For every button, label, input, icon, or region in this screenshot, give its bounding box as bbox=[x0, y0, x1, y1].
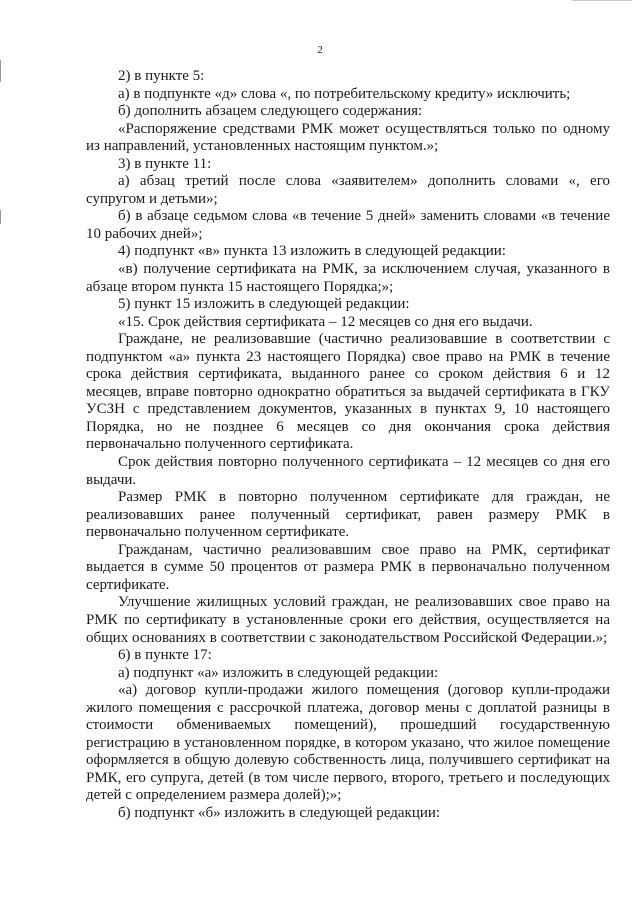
document-body bbox=[86, 68, 610, 823]
paragraph: б) в абзаце седьмом слова «в течение 5 дней» заменить словами «в течение 10 рабочих дней»; bbox=[86, 208, 610, 242]
paragraph: Граждане, не реализовавшие (частично реализовавшие в соответствии с подпунктом «а» пункта 23 настоящего Порядка) свое право на РМК в течение срока действия сертификата, выданного ранее со сроком действия 6 и 12 месяцев, вправе повторно однократно обратиться за выдачей сертификата в ГКУ УСЗН с представлением документов, указанных в пунктах 9, 10 настоящего Порядка, но не позднее 6 месяцев со дня окончания срока действия первоначально полученного сертификата. bbox=[86, 331, 610, 453]
paragraph: 4) подпункт «в» пункта 13 изложить в следующей редакции: bbox=[118, 243, 506, 260]
paragraph: 6) в пункте 17: bbox=[118, 647, 212, 664]
scan-edge-mark bbox=[572, 0, 632, 1]
paragraph: Улучшение жилищных условий граждан, не реализовавших свое право на РМК по сертификату в установленные сроки его действия, осуществляется на общих основаниях в соответствии с законодательством Российской Федерации.»; bbox=[86, 594, 610, 646]
scan-edge-mark bbox=[0, 60, 1, 82]
paragraph: «в) получение сертификата на РМК, за исключением случая, указанного в абзаце втором пункта 15 настоящего Порядка;»; bbox=[86, 261, 610, 295]
paragraph: 3) в пункте 11: bbox=[118, 155, 212, 172]
scan-edge-mark bbox=[0, 210, 1, 224]
paragraph: а) подпункт «а» изложить в следующей редакции: bbox=[118, 664, 439, 681]
page-number: 2 bbox=[317, 44, 323, 56]
paragraph: Срок действия повторно полученного сертификата – 12 месяцев со дня его выдачи. bbox=[86, 454, 610, 488]
paragraph: а) в подпункте «д» слова «, по потребительскому кредиту» исключить; bbox=[118, 85, 571, 102]
paragraph: б) дополнить абзацем следующего содержания: bbox=[118, 103, 423, 120]
paragraph: «Распоряжение средствами РМК может осуществляться только по одному из направлений, установленных настоящим пунктом.»; bbox=[86, 120, 610, 155]
paragraph: а) абзац третий после слова «заявителем» дополнить словами «, его супругом и детьми»; bbox=[86, 173, 610, 207]
paragraph: 5) пункт 15 изложить в следующей редакции: bbox=[118, 296, 410, 313]
paragraph: б) подпункт «б» изложить в следующей редакции: bbox=[118, 804, 441, 821]
paragraph: Гражданам, частично реализовавшим свое право на РМК, сертификат выдается в сумме 50 процентов от размера РМК в первоначально полученном сертификате. bbox=[86, 541, 610, 593]
paragraph: «а) договор купли-продажи жилого помещения (договор купли-продажи жилого помещения с рассрочкой платежа, договор мены с доплатой разницы в стоимости обмениваемых помещений), прошедший государственную регистрацию в установленном порядке, в котором указано, что жилое помещение оформляется в общую долевую собственность лица, получившего сертификат на РМК, его супруга, детей (в том числе первого, второго, третьего и последующих детей с определением размера долей);»; bbox=[86, 682, 610, 804]
paragraph: Размер РМК в повторно полученном сертификате для граждан, не реализовавших ранее полученный сертификат, равен размеру РМК в первоначально полученном сертификате. bbox=[86, 489, 610, 541]
paragraph: «15. Срок действия сертификата – 12 месяцев со дня его выдачи. bbox=[118, 313, 533, 330]
paragraph: 2) в пункте 5: bbox=[118, 68, 205, 84]
